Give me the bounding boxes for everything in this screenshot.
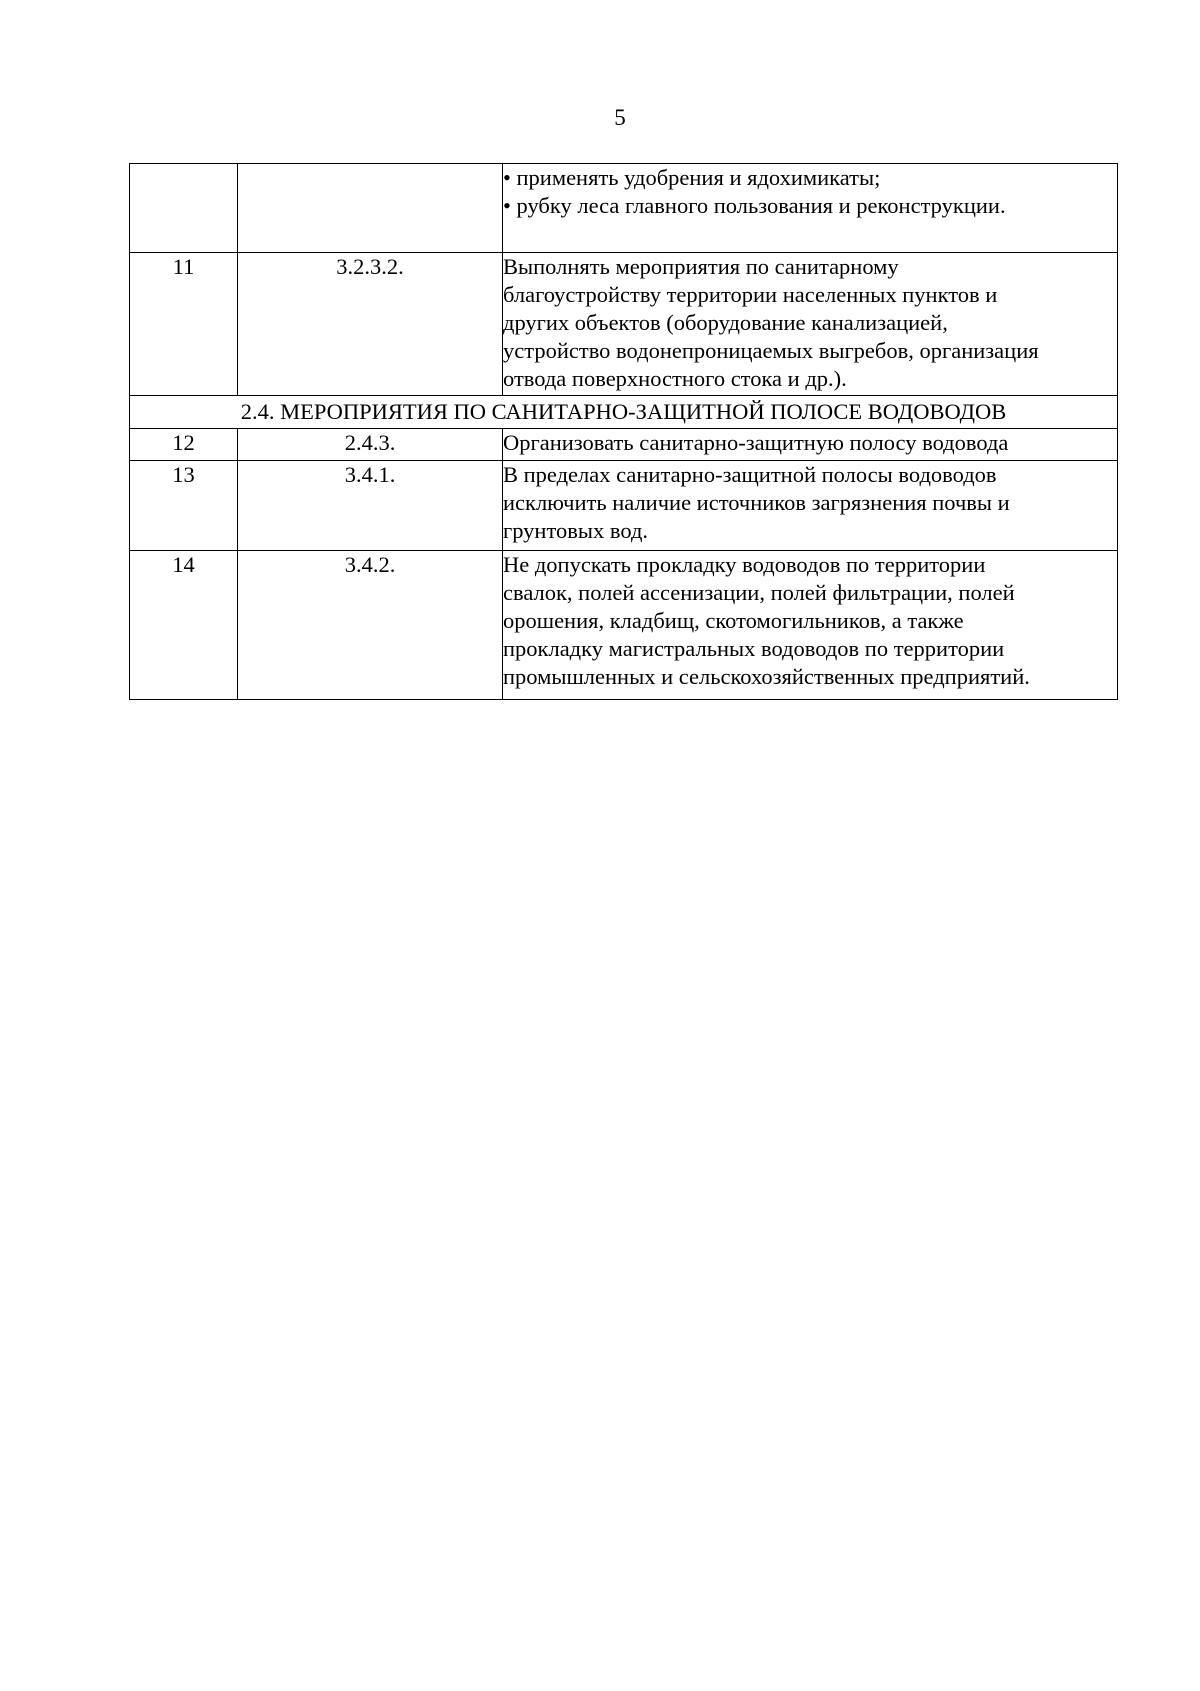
row-reference-cell [238,164,503,253]
measure-line: В пределах санитарно-защитной полосы водоводов [503,462,997,487]
measure-line: благоустройству территории населенных пунктов и [503,282,998,307]
row-number-cell: 13 [130,461,238,551]
measure-line: Выполнять мероприятия по санитарному [503,254,899,279]
section-heading: 2.4. МЕРОПРИЯТИЯ ПО САНИТАРНО-ЗАЩИТНОЙ ПОЛОСЕ ВОДОВОДОВ [130,396,1118,429]
measure-line: Не допускать прокладку водоводов по территории [503,552,986,577]
measures-table [129,163,1118,700]
measure-line: отвода поверхностного стока и др.). [503,366,847,391]
measure-line: • применять удобрения и ядохимикаты; [503,165,881,190]
table-row [130,429,1118,461]
row-reference-cell: 2.4.3. [238,429,503,461]
measure-line: исключить наличие источников загрязнения почвы и [503,490,1010,515]
measure-line: грунтовых вод. [503,518,649,543]
measure-line: прокладку магистральных водоводов по территории [503,636,1005,661]
measure-line: устройство водонепроницаемых выгребов, организация [503,338,1039,363]
row-reference-cell: 3.4.2. [238,551,503,700]
page-number: 5 [614,105,626,130]
table-row [130,551,1118,700]
row-number-cell: 12 [130,429,238,461]
row-measure-cell [503,164,1118,253]
row-measure-cell [503,253,1118,396]
table-row [130,461,1118,551]
measure-line: орошения, кладбищ, скотомогильников, а также [503,608,964,633]
measure-line: промышленных и сельскохозяйственных предприятий. [503,664,1030,689]
section-heading-row [130,396,1118,429]
row-reference-cell: 3.4.1. [238,461,503,551]
measure-line: других объектов (оборудование канализацией, [503,310,948,335]
measure-line: Организовать санитарно-защитную полосу водовода [503,430,1009,455]
measure-line: свалок, полей ассенизации, полей фильтрации, полей [503,580,1015,605]
row-number-cell: 11 [130,253,238,396]
row-measure-cell [503,429,1118,461]
row-number-cell [130,164,238,253]
row-measure-cell [503,551,1118,700]
table-row [130,253,1118,396]
measure-line: • рубку леса главного пользования и реконструкции. [503,193,1006,218]
row-reference-cell: 3.2.3.2. [238,253,503,396]
row-measure-cell [503,461,1118,551]
table-row-continuation [130,164,1118,253]
row-number-cell: 14 [130,551,238,700]
